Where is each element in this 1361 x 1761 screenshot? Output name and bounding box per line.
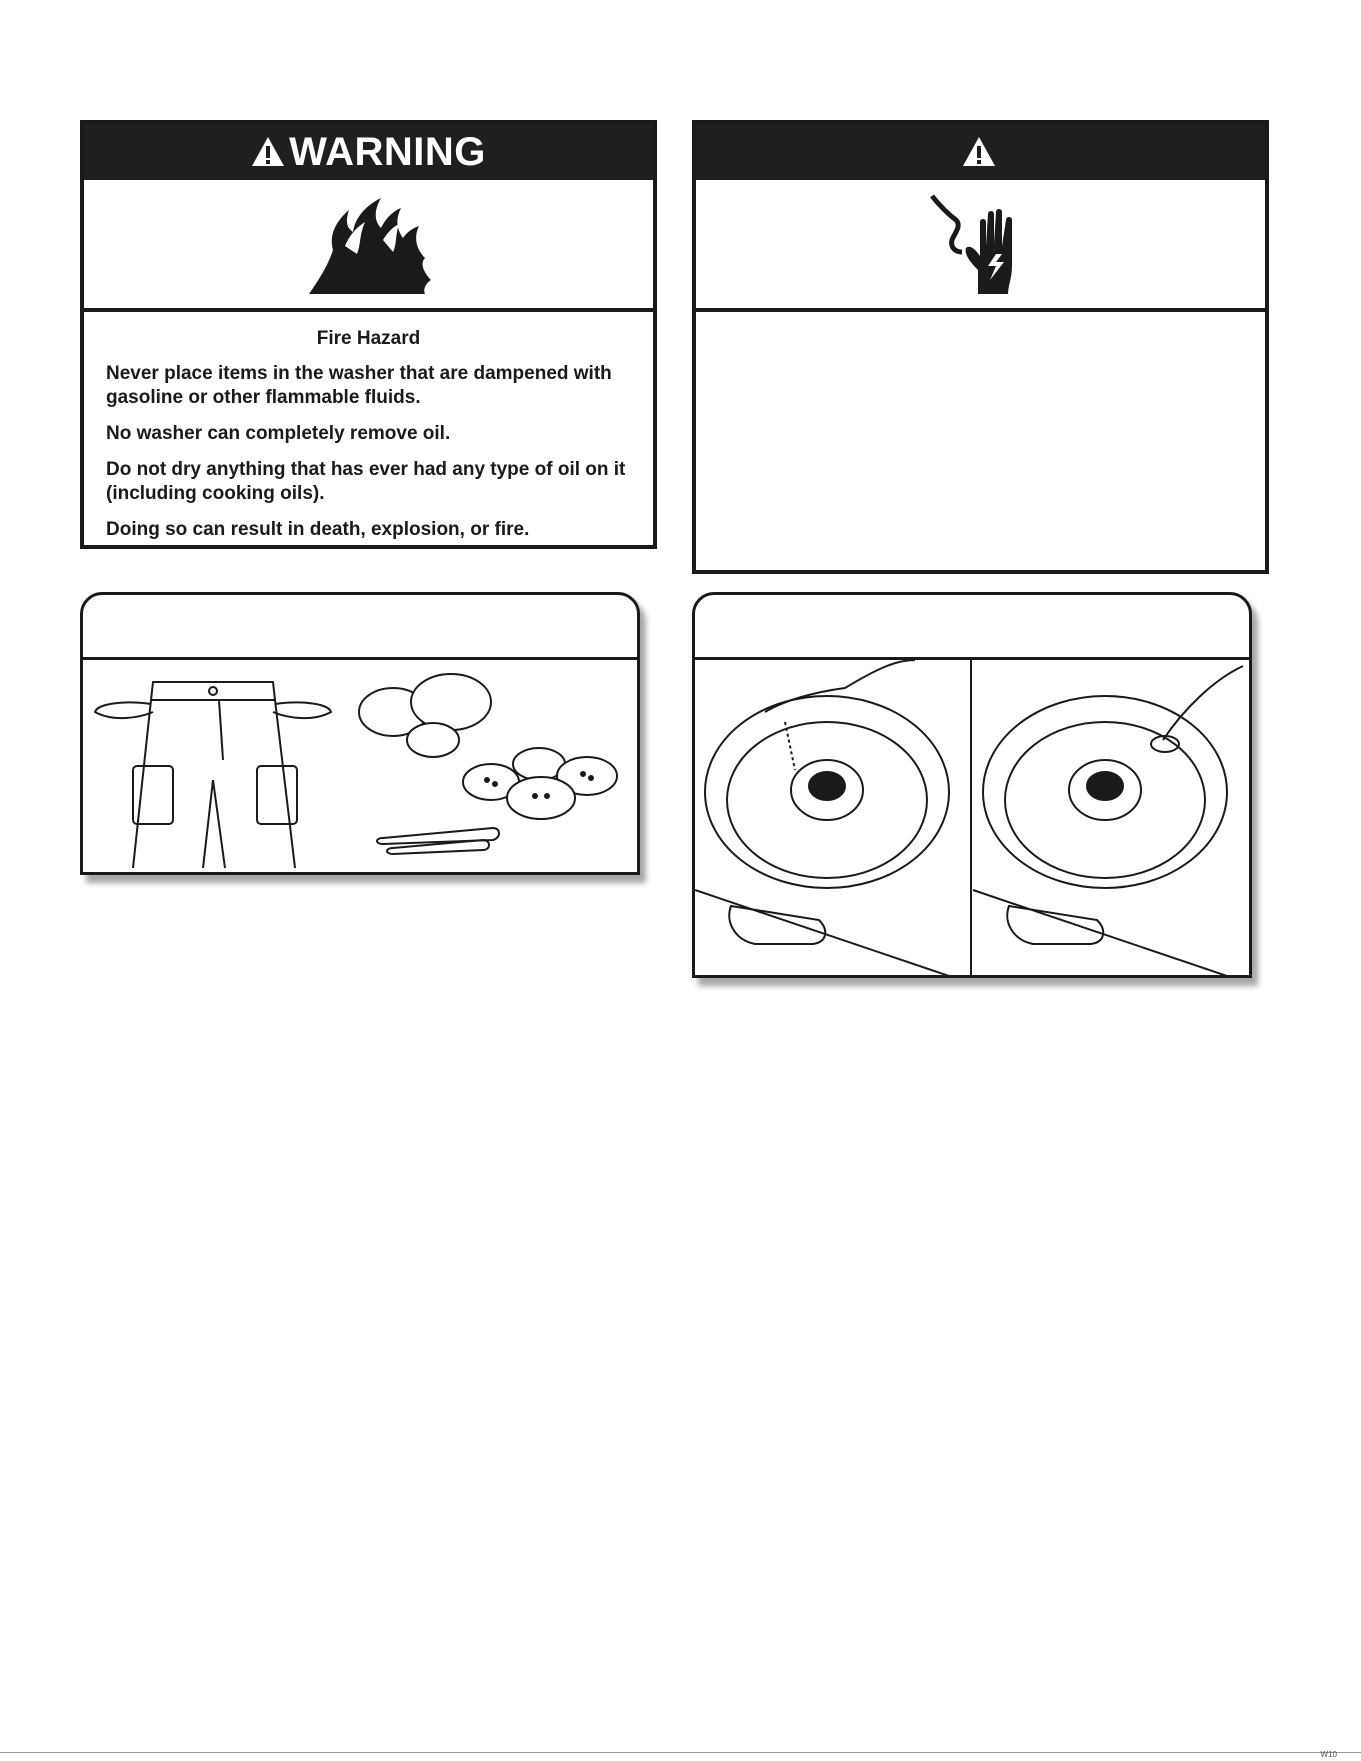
washer-panel <box>692 592 1252 978</box>
fire-icon-row <box>84 180 653 312</box>
warning-triangle-icon <box>251 135 285 169</box>
hazard-title: Fire Hazard <box>316 328 421 349</box>
warning-triangle-icon <box>962 135 996 169</box>
pants-with-empty-pockets-icon <box>95 682 331 868</box>
warning-paragraph: Do not dry anything that has ever had any type of oil on it (including cooking oils). <box>106 459 626 504</box>
electrical-shock-hand-icon <box>926 190 1036 298</box>
safety-pins-icon <box>377 828 499 854</box>
fire-warning-box <box>80 120 657 549</box>
empty-pockets-panel <box>80 592 640 875</box>
empty-pockets-illustration <box>83 660 637 875</box>
warning-paragraph: Never place items in the washer that are dampened with gasoline or other flammable fluids. <box>106 363 612 408</box>
shock-icon-row <box>696 180 1265 312</box>
washer-illustration <box>695 660 1249 978</box>
page-bottom-rule <box>0 1752 1361 1753</box>
shock-warning-box <box>692 120 1269 574</box>
warning-paragraph: Doing so can result in death, explosion, or fire. <box>106 519 530 540</box>
warning-header <box>84 124 653 180</box>
warning-paragraph: No washer can completely remove oil. <box>106 423 451 444</box>
shock-warning-header <box>696 124 1265 180</box>
panel-header <box>695 595 1249 660</box>
warning-title: WARNING <box>289 129 486 174</box>
fire-icon <box>299 192 439 296</box>
coins-icon <box>359 674 491 757</box>
panel-header <box>83 595 637 660</box>
washer-pouring-cleaner-icon <box>695 660 955 978</box>
document-code: W10 <box>1320 1750 1337 1759</box>
washer-wiping-icon <box>973 666 1243 978</box>
fire-warning-body <box>84 312 653 564</box>
buttons-icon <box>463 748 617 819</box>
